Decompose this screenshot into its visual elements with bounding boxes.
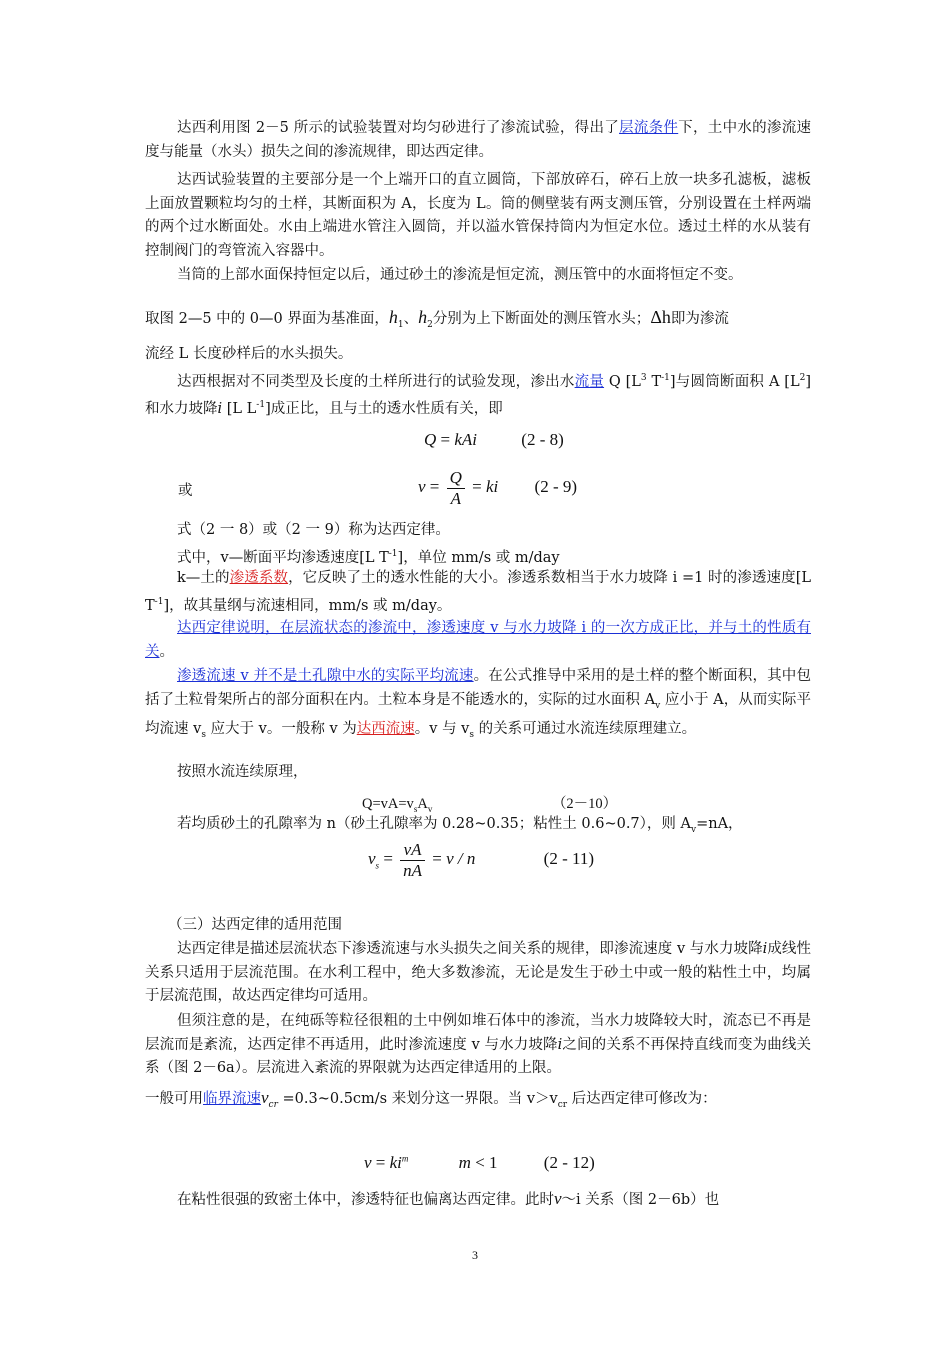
text: 但须注意的是，在纯砾等粒径很粗的土中例如堆石体中的渗流，当水力坡降较大时，流态已不再是层流而是紊流，达西定律不再适用，此时渗流速度 v 与水力坡降: [145, 1013, 811, 1053]
equation-2-11: $v_s$ = $\frac{vA}{nA}$ = v / n (2 - 11): [368, 840, 595, 880]
equation-number: (2 - 9): [534, 476, 578, 496]
text: 取图 2—5 中的 0—0 界面为基准面，: [145, 311, 389, 327]
subscript: s: [469, 729, 474, 740]
paragraph-critical-velocity: [145, 1084, 811, 1119]
subscript: cr: [557, 1099, 568, 1110]
paragraph-clay-deviation: [145, 1187, 811, 1213]
link-seepage-velocity[interactable]: 渗透流速 v 并不是土孔隙中水的实际平均流速: [177, 668, 474, 684]
paragraph-datum: [145, 302, 811, 340]
paragraph-steady-flow: 当筒的上部水面保持恒定以后，通过砂土的渗流是恒定流，测压管中的水面将恒定不变。: [177, 267, 743, 283]
eq-lhs: v: [418, 476, 426, 496]
paragraph-darcy-finding: [145, 367, 811, 422]
eq-lhs: v: [368, 848, 376, 868]
eq-text: A: [417, 796, 428, 812]
text: [L L: [222, 401, 257, 418]
symbol-v: v: [554, 1189, 562, 1208]
paragraph-k-definition: [145, 567, 811, 618]
text: 后达西定律可修改为：: [567, 1091, 717, 1107]
symbol-i: i: [557, 1036, 563, 1053]
symbol-v: v: [261, 1088, 269, 1107]
text: T: [646, 373, 662, 390]
link-critical-velocity[interactable]: 临界流速: [203, 1091, 261, 1107]
equation-number: (2 - 11): [543, 848, 595, 868]
text: ]和水力坡降: [145, 373, 811, 418]
text: 、: [403, 311, 419, 327]
text: 即为渗流: [670, 311, 729, 327]
text: 分别为上下断面处的测压管水头；: [432, 311, 651, 327]
subscript: s: [375, 860, 380, 871]
superscript: -1: [661, 373, 670, 383]
paragraph-turbulent-flow: [145, 1010, 811, 1081]
text: 。v 与 v: [414, 721, 470, 738]
fraction-numerator: Q: [447, 468, 465, 489]
eq-rhs: ki: [389, 1153, 402, 1172]
symbol-h1: h: [388, 307, 398, 327]
text: 一般可用: [145, 1091, 203, 1107]
text: 应小于 A，从而实际平均流速 v: [145, 691, 811, 738]
eq-text: Q=vA=v: [362, 796, 414, 812]
text: ]成正比，且与土的透水性质有关，即: [265, 401, 503, 418]
symbol-i: i: [762, 941, 768, 957]
fraction-denominator: nA: [403, 860, 423, 880]
text: =0.3~0.5cm/s 来划分这一界限。当 v＞v: [277, 1091, 558, 1107]
symbol-delta-h: Δh: [650, 307, 671, 327]
subscript: v: [690, 824, 697, 835]
text: k—土的: [177, 570, 230, 586]
text: 成线性关系只适用于层流范围。在水利工程中，绝大多数渗流，无论是发生于砂土中或一般的粘性土中，均属于层流范围，故达西定律均可适用。: [145, 941, 811, 1005]
text: 。: [159, 643, 174, 660]
eq-lhs: v: [364, 1153, 372, 1172]
subscript: s: [201, 729, 206, 740]
section-heading: （三）达西定律的适用范围: [168, 917, 342, 933]
eq-rhs: v / n: [446, 848, 476, 868]
equation-number: (2 - 8): [521, 430, 564, 449]
subscript: v: [655, 700, 661, 711]
eq-condition: m: [458, 1153, 471, 1172]
eq-lhs: Q: [424, 430, 437, 449]
link-darcy-law-explanation[interactable]: 达西定律说明，在层流状态的渗流中，渗透速度 v 与水力坡降 i 的一次方成正比，并与土的性质有关: [145, 620, 811, 660]
paragraph-darcy-explanation: [145, 617, 811, 664]
paragraph-head-loss: 流经 L 长度砂样后的水头损失。: [145, 346, 353, 362]
text-or: 或: [178, 483, 193, 499]
superscript: -1: [388, 549, 398, 559]
paragraph-applicability: [145, 938, 811, 1009]
superscript: -1: [256, 400, 266, 411]
fraction: [400, 840, 425, 880]
text: 的关系可通过水流连续原理建立。: [474, 721, 697, 738]
paragraph-darcy-intro: [145, 117, 811, 164]
link-permeability-coefficient[interactable]: 渗透系数: [229, 570, 289, 586]
equation-2-12: $v = ki^m$ m < 1 (2 - 12): [364, 1153, 595, 1172]
paragraph-seepage-velocity: [145, 665, 811, 748]
page-number: 3: [472, 1248, 478, 1262]
text: ]，故其量纲与流速相同，mm/s 或 m/day。: [163, 597, 452, 614]
text: Q [L: [604, 373, 641, 390]
eq-rhs: ki: [486, 476, 499, 496]
text: ，它反映了土的透水性能的大小。渗透系数相当于水力坡降 i =1 时的渗透速度[L T: [145, 570, 812, 614]
text: 下，土中水的渗流速度与能量（水头）损失之间的渗流规律，即达西定律。: [145, 120, 812, 160]
text: 达西利用图 2－5 所示的试验装置对均匀砂进行了渗流试验，得出了: [177, 120, 620, 136]
text: ]与圆筒断面积 A [L: [669, 373, 800, 390]
equation-number: (2 - 12): [543, 1153, 595, 1172]
text: 在粘性很强的致密土体中，渗透特征也偏离达西定律。此时: [177, 1192, 554, 1208]
link-darcy-velocity[interactable]: 达西流速: [356, 721, 415, 738]
subscript: 1: [397, 319, 404, 330]
text: 式中，v—断面平均渗透速度[L T: [177, 549, 389, 566]
paragraph-darcy-law-name: 式（2 一 8）或（2 一 9）称为达西定律。: [177, 522, 450, 538]
text: ～i 关系（图 2－6b）也: [561, 1192, 720, 1208]
eq-rhs: kAi: [454, 430, 478, 449]
superscript: 2: [799, 373, 806, 383]
fraction: [447, 468, 465, 508]
link-flow-rate[interactable]: 流量: [574, 373, 605, 390]
paragraph-porosity: [145, 813, 811, 842]
equation-2-9: v = $\frac{Q}{A}$ = ki (2 - 9): [418, 468, 578, 508]
paragraph-continuity: 按照水流连续原理，: [177, 764, 308, 780]
subscript: 2: [427, 319, 433, 330]
symbol-i: i: [217, 401, 223, 418]
superscript: 3: [640, 373, 647, 383]
subscript: cr: [268, 1099, 278, 1110]
link-laminar-condition[interactable]: 层流条件: [619, 120, 679, 136]
text: 达西定律是描述层流状态下渗透流速与水头损失之间关系的规律，即渗流速度 v 与水力坡降: [177, 941, 763, 957]
text: 达西根据对不同类型及长度的土样所进行的试验发现，渗出水: [177, 373, 575, 390]
text: =nA，: [696, 816, 743, 832]
fraction-numerator: vA: [400, 840, 425, 861]
text: 。在公式推导中采用的是土样的整个断面积，其中包括了土粒骨架所占的部分面积在内。土粒本身是不能透水的，实际的过水面积 A: [145, 668, 811, 708]
eq-sign: =: [436, 430, 455, 449]
subscript: v: [427, 803, 433, 814]
fraction-denominator: A: [450, 488, 461, 508]
superscript: m: [401, 1153, 409, 1164]
equation-number: （2－10）: [551, 796, 618, 812]
text: 若均质砂土的孔隙率为 n（砂土孔隙率为 0.28~0.35；粘性土 0.6~0.7），则 A: [177, 816, 691, 832]
paragraph-apparatus: 达西试验装置的主要部分是一个上端开口的直立圆筒，下部放碎石，碎石上放一块多孔滤板，滤板上面放置颗粒均匀的土样，其断面积为 A，长度为 L。筒的侧壁装有两支测压管，分别设置在土样两端的两个过水断面处。水由上端进水管注入圆筒，并以溢水管保持筒内为恒定水位。透过土样的水从装有控制阀门的弯管流入容器中。: [145, 172, 811, 259]
text: 之间的关系不再保持直线而变为曲线关系（图 2－6a）。层流进入紊流的界限就为达西定律适用的上限。: [145, 1036, 811, 1077]
text: 应大于 v。一般称 v 为: [205, 721, 357, 738]
equation-2-10: [362, 792, 617, 814]
superscript: -1: [154, 596, 164, 607]
subscript: s: [413, 803, 418, 814]
text: ]，单位 mm/s 或 m/day: [397, 549, 560, 566]
eq-condition: < 1: [470, 1153, 498, 1172]
symbol-h2: h: [418, 307, 428, 327]
equation-2-8: [424, 430, 564, 450]
